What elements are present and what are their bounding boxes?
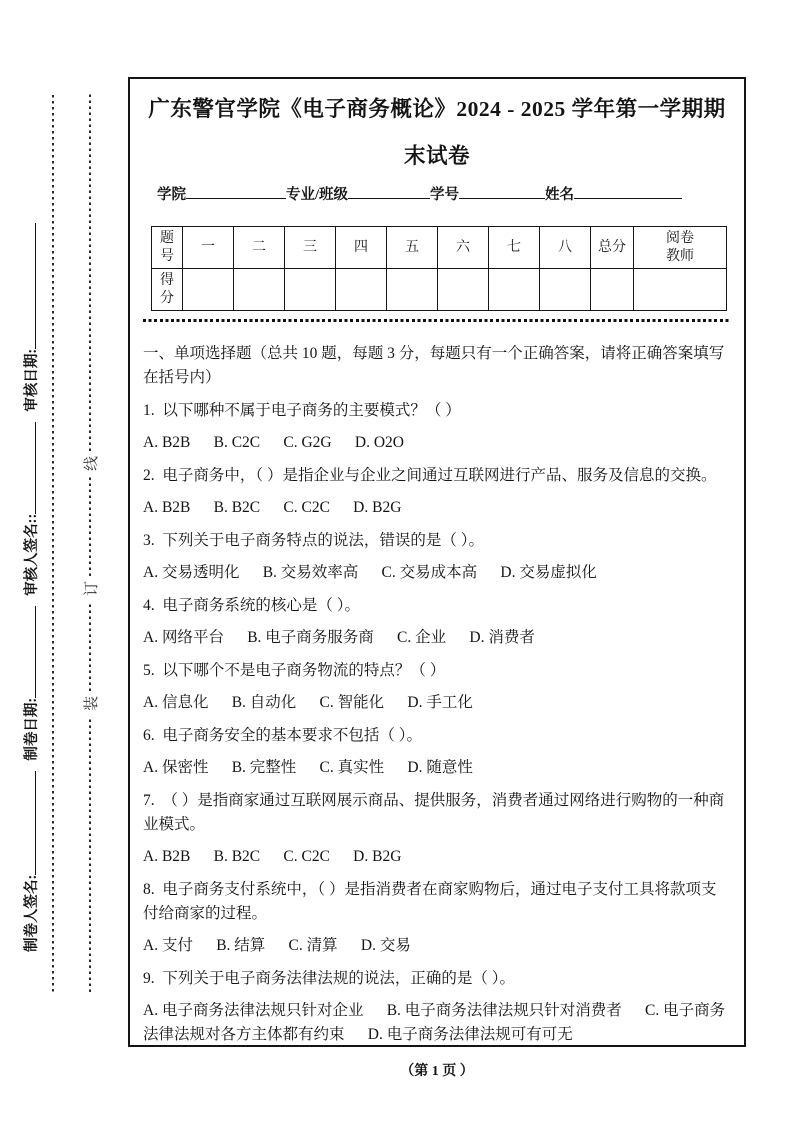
score-cell[interactable] bbox=[591, 269, 634, 311]
score-cell[interactable] bbox=[438, 269, 489, 311]
option: A. 网络平台 bbox=[143, 629, 224, 646]
margin-field bbox=[14, 771, 50, 952]
option: D. O2O bbox=[354, 434, 404, 451]
score-row-label: 得 分 bbox=[152, 269, 183, 311]
score-table-corner-label: 题 号 bbox=[152, 227, 183, 269]
binding-char: 装 bbox=[83, 695, 100, 711]
option: B. 交易效率高 bbox=[262, 564, 359, 581]
exam-title: 广东警官学院《电子商务概论》2024 - 2025 学年第一学期期末试卷 bbox=[148, 97, 726, 168]
binding-dots bbox=[89, 716, 91, 992]
option: D. 手工化 bbox=[407, 694, 473, 711]
question-options bbox=[143, 496, 731, 520]
option: A. B2B bbox=[143, 499, 191, 516]
student-info-field bbox=[430, 187, 545, 203]
binding-line-column bbox=[79, 93, 101, 992]
score-cell[interactable] bbox=[489, 269, 540, 311]
question-options bbox=[143, 691, 731, 715]
margin-signature-column bbox=[14, 138, 50, 952]
page-number: （第 1 页 ） bbox=[400, 1064, 474, 1079]
score-table-column-header: 四 bbox=[336, 227, 387, 269]
option: C. 企业 bbox=[397, 629, 447, 646]
score-table-column-header: 六 bbox=[438, 227, 489, 269]
option: D. B2G bbox=[353, 848, 402, 865]
option: D. 消费者 bbox=[469, 629, 535, 646]
margin-field-label: 制卷人签名: bbox=[24, 874, 40, 952]
score-table-column-header: 七 bbox=[489, 227, 540, 269]
margin-field bbox=[14, 606, 50, 761]
option: C. 交易成本高 bbox=[381, 564, 478, 581]
student-info-label: 学号 bbox=[430, 187, 460, 203]
option: A. 信息化 bbox=[143, 694, 209, 711]
student-info-blank[interactable] bbox=[574, 196, 682, 199]
option: D. 电子商务法律法规可有可无 bbox=[367, 1026, 573, 1043]
score-table-column-header: 五 bbox=[387, 227, 438, 269]
option: A. 支付 bbox=[143, 937, 193, 954]
margin-field-blank[interactable] bbox=[33, 606, 36, 698]
margin-field-label: 审核人签名:: bbox=[24, 513, 40, 596]
student-info-blank[interactable] bbox=[348, 196, 430, 199]
option: D. B2G bbox=[353, 499, 402, 516]
question-options bbox=[143, 999, 731, 1047]
score-cell[interactable] bbox=[234, 269, 285, 311]
score-table bbox=[151, 226, 727, 311]
score-cell[interactable] bbox=[285, 269, 336, 311]
question-options bbox=[143, 431, 731, 455]
option: D. 交易 bbox=[360, 937, 411, 954]
score-cell[interactable] bbox=[387, 269, 438, 311]
margin-field-label: 审核日期: bbox=[24, 348, 40, 412]
option: A. B2B bbox=[143, 434, 191, 451]
student-info-field bbox=[286, 187, 430, 203]
question-stem: 1. 以下哪种不属于电子商务的主要模式？（ ） bbox=[143, 401, 461, 419]
option: C. C2C bbox=[283, 499, 330, 516]
question-stem: 8. 电子商务支付系统中，（ ）是指消费者在商家购物后，通过电子支付工具将款项支付给商家的过程。 bbox=[143, 880, 717, 922]
margin-field-label: 制卷日期: bbox=[24, 697, 40, 761]
binding-char: 订 bbox=[83, 580, 100, 596]
option: A. 交易透明化 bbox=[143, 564, 240, 581]
binding-line bbox=[79, 93, 101, 992]
option: C. C2C bbox=[283, 848, 330, 865]
exam-sheet bbox=[128, 77, 746, 1047]
question-stem: 2. 电子商务中，（ ）是指企业与企业之间通过互联网进行产品、服务及信息的交换。 bbox=[143, 466, 717, 484]
option: B. 电子商务服务商 bbox=[247, 629, 374, 646]
option: D. 随意性 bbox=[407, 759, 473, 776]
margin-field bbox=[14, 422, 50, 596]
question-options bbox=[143, 561, 731, 585]
score-cell[interactable] bbox=[540, 269, 591, 311]
question-stem: 6. 电子商务安全的基本要求不包括（ ）。 bbox=[143, 726, 423, 744]
option: C. 电子商务法律法规对各方主体都有约束 bbox=[143, 1002, 726, 1043]
margin-field-blank[interactable] bbox=[33, 422, 36, 514]
score-table-column-header: 八 bbox=[540, 227, 591, 269]
binding-dots bbox=[89, 476, 91, 576]
option: A. 电子商务法律法规只针对企业 bbox=[143, 1002, 364, 1019]
option: C. 智能化 bbox=[319, 694, 385, 711]
question-options bbox=[143, 756, 731, 780]
score-table-column-header: 阅卷 教师 bbox=[634, 227, 727, 269]
option: B. 结算 bbox=[216, 937, 266, 954]
question-stem: 3. 下列关于电子商务特点的说法，错误的是（ ）。 bbox=[143, 531, 485, 549]
student-info-blank[interactable] bbox=[459, 196, 545, 199]
option: B. 自动化 bbox=[231, 694, 297, 711]
option: D. 交易虚拟化 bbox=[500, 564, 597, 581]
margin-field-blank[interactable] bbox=[33, 223, 36, 349]
question-options bbox=[143, 626, 731, 650]
option: C. 清算 bbox=[288, 937, 338, 954]
question-stem: 4. 电子商务系统的核心是（ ）。 bbox=[143, 596, 361, 614]
question-options bbox=[143, 845, 731, 869]
score-cell[interactable] bbox=[634, 269, 727, 311]
score-cell[interactable] bbox=[183, 269, 234, 311]
question-stem: 9. 下列关于电子商务法律法规的说法，正确的是（ ）。 bbox=[143, 969, 516, 987]
score-table-column-header: 二 bbox=[234, 227, 285, 269]
student-info-blank[interactable] bbox=[186, 196, 286, 199]
score-table-column-header: 总分 bbox=[591, 227, 634, 269]
margin-field bbox=[14, 223, 50, 412]
dotted-separator bbox=[143, 319, 731, 322]
option: C. G2G bbox=[283, 434, 332, 451]
score-cell[interactable] bbox=[336, 269, 387, 311]
score-table-column-header: 三 bbox=[285, 227, 336, 269]
option: B. B2C bbox=[213, 499, 261, 516]
margin-field-blank[interactable] bbox=[33, 771, 36, 875]
student-info-label: 学院 bbox=[157, 187, 186, 203]
binding-dots bbox=[89, 601, 91, 691]
margin-signature-fields bbox=[14, 138, 50, 952]
margin-dotted-rule bbox=[52, 95, 54, 992]
score-table-column-header: 一 bbox=[183, 227, 234, 269]
student-info-row bbox=[157, 183, 731, 204]
binding-dots bbox=[89, 93, 91, 451]
question-options bbox=[143, 934, 731, 958]
binding-char: 线 bbox=[83, 455, 100, 471]
option: C. 真实性 bbox=[319, 759, 385, 776]
option: A. B2B bbox=[143, 848, 191, 865]
questions-section bbox=[143, 342, 731, 1047]
option: B. C2C bbox=[213, 434, 261, 451]
option: B. B2C bbox=[213, 848, 261, 865]
student-info-label: 姓名 bbox=[545, 187, 575, 203]
student-info-label: 专业/班级 bbox=[286, 187, 349, 203]
option: A. 保密性 bbox=[143, 759, 209, 776]
student-info-field bbox=[157, 187, 286, 203]
option: B. 完整性 bbox=[231, 759, 297, 776]
section-heading: 一、单项选择题（总共 10 题，每题 3 分，每题只有一个正确答案，请将正确答案填写在括号内） bbox=[143, 345, 725, 386]
student-info-field bbox=[545, 187, 682, 203]
question-stem: 5. 以下哪个不是电子商务物流的特点？（ ） bbox=[143, 661, 446, 679]
question-stem: 7. （ ）是指商家通过互联网展示商品、提供服务，消费者通过网络进行购物的一种商业模式。 bbox=[143, 791, 725, 833]
option: B. 电子商务法律法规只针对消费者 bbox=[386, 1002, 622, 1019]
